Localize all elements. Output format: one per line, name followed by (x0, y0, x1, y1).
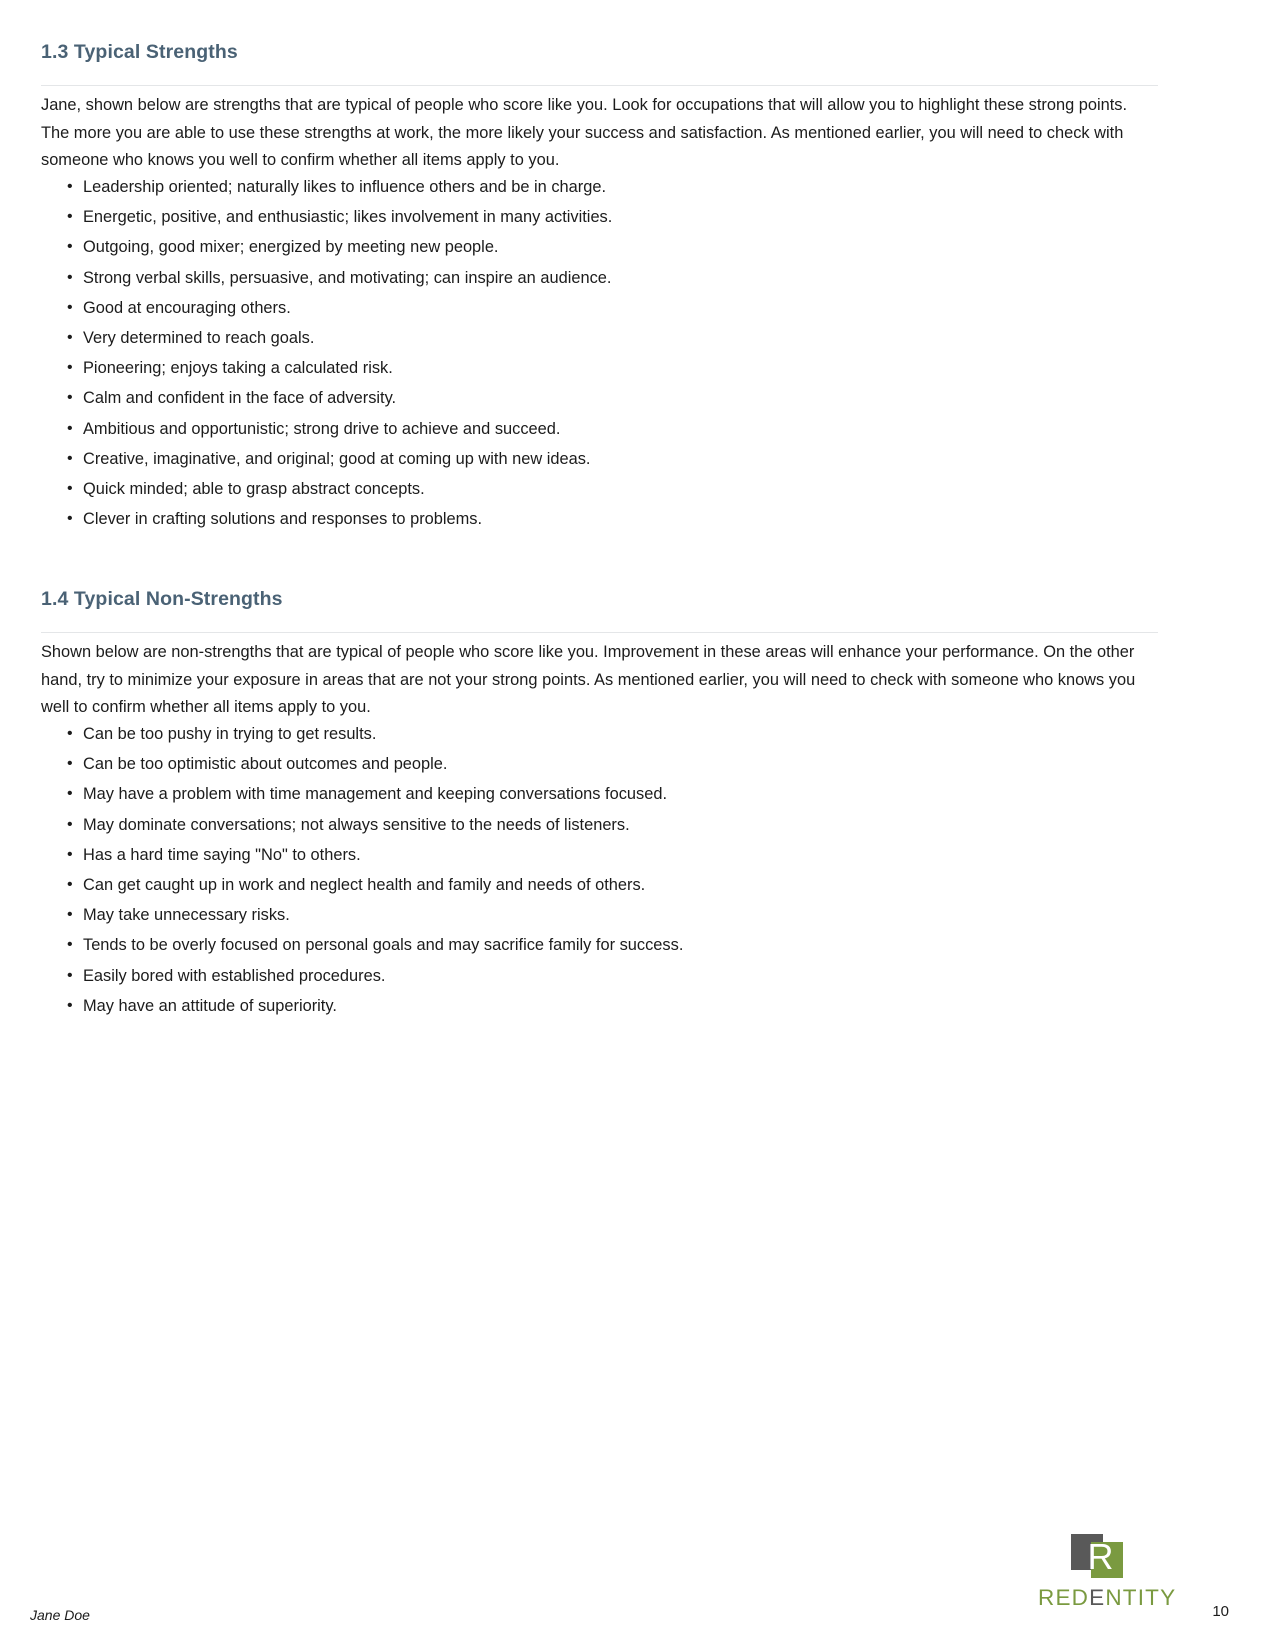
list-item: • May dominate conversations; not always sensitive to the needs of listeners. (41, 816, 1158, 836)
list-item: • Good at encouraging others. (41, 299, 1158, 319)
redentity-logo (1038, 1534, 1177, 1629)
non-strengths-bullet-list (41, 725, 1158, 1027)
list-item: • Clever in crafting solutions and responses to problems. (41, 510, 1158, 530)
list-item: • Very determined to reach goals. (41, 329, 1158, 349)
list-item: • Can be too pushy in trying to get results. (41, 725, 1158, 745)
footer-person-name: Jane Doe (30, 1607, 90, 1623)
list-item: • Outgoing, good mixer; energized by meeting new people. (41, 238, 1158, 258)
list-item: • May have a problem with time management and keeping conversations focused. (41, 785, 1158, 805)
list-item: • May have an attitude of superiority. (41, 997, 1158, 1017)
page-footer (0, 1457, 1275, 1647)
list-item: • Strong verbal skills, persuasive, and motivating; can inspire an audience. (41, 269, 1158, 289)
section-divider-1-3 (41, 85, 1158, 86)
section-intro-paragraph-strengths: Jane, shown below are strengths that are typical of people who score like you. Look for occupations that will allow you to highlight these strong points. The more you are able to use these strengths at work, the more likely your success and satisfaction. As mentioned earlier, you will need to check with someone who knows you well to confirm whether all items apply to you. (41, 96, 1128, 169)
list-item: • Has a hard time saying "No" to others. (41, 846, 1158, 866)
list-item: • May take unnecessary risks. (41, 906, 1158, 926)
strengths-bullet-list (41, 178, 1158, 540)
list-item: • Leadership oriented; naturally likes to influence others and be in charge. (41, 178, 1158, 198)
section-heading-typical-strengths: 1.3 Typical Strengths (41, 41, 238, 63)
list-item: • Energetic, positive, and enthusiastic; likes involvement in many activities. (41, 208, 1158, 228)
section-intro-paragraph-non-strengths: Shown below are non-strengths that are typical of people who score like you. Improvement in these areas will enhance your performance. On the other hand, try to minimize your exposure in areas that are not your strong points. As mentioned earlier, you will need to check with someone who knows you well to confirm whether all items apply to you. (41, 643, 1136, 716)
list-item: • Calm and confident in the face of adversity. (41, 389, 1158, 409)
list-item: • Tends to be overly focused on personal goals and may sacrifice family for success. (41, 936, 1158, 956)
wordmark-seg-4: NTITY (1105, 1585, 1177, 1610)
list-item: • Quick minded; able to grasp abstract concepts. (41, 480, 1158, 500)
list-item: • Easily bored with established procedures. (41, 967, 1158, 987)
wordmark-seg-1: R (1038, 1585, 1056, 1610)
section-heading-typical-non-strengths: 1.4 Typical Non-Strengths (41, 588, 283, 610)
redentity-wordmark (1038, 1585, 1177, 1611)
list-item: • Pioneering; enjoys taking a calculated risk. (41, 359, 1158, 379)
wordmark-seg-3: E (1089, 1585, 1106, 1610)
list-item: • Creative, imaginative, and original; good at coming up with new ideas. (41, 450, 1158, 470)
logo-letter-r: R (1087, 1536, 1114, 1577)
list-item: • Ambitious and opportunistic; strong drive to achieve and succeed. (41, 420, 1158, 440)
list-item: • Can be too optimistic about outcomes and people. (41, 755, 1158, 775)
list-item: • Can get caught up in work and neglect health and family and needs of others. (41, 876, 1158, 896)
page-number: 10 (1212, 1603, 1229, 1620)
wordmark-seg-2: ED (1055, 1585, 1090, 1610)
section-divider-1-4 (41, 632, 1158, 633)
redentity-logo-mark (1068, 1534, 1134, 1580)
